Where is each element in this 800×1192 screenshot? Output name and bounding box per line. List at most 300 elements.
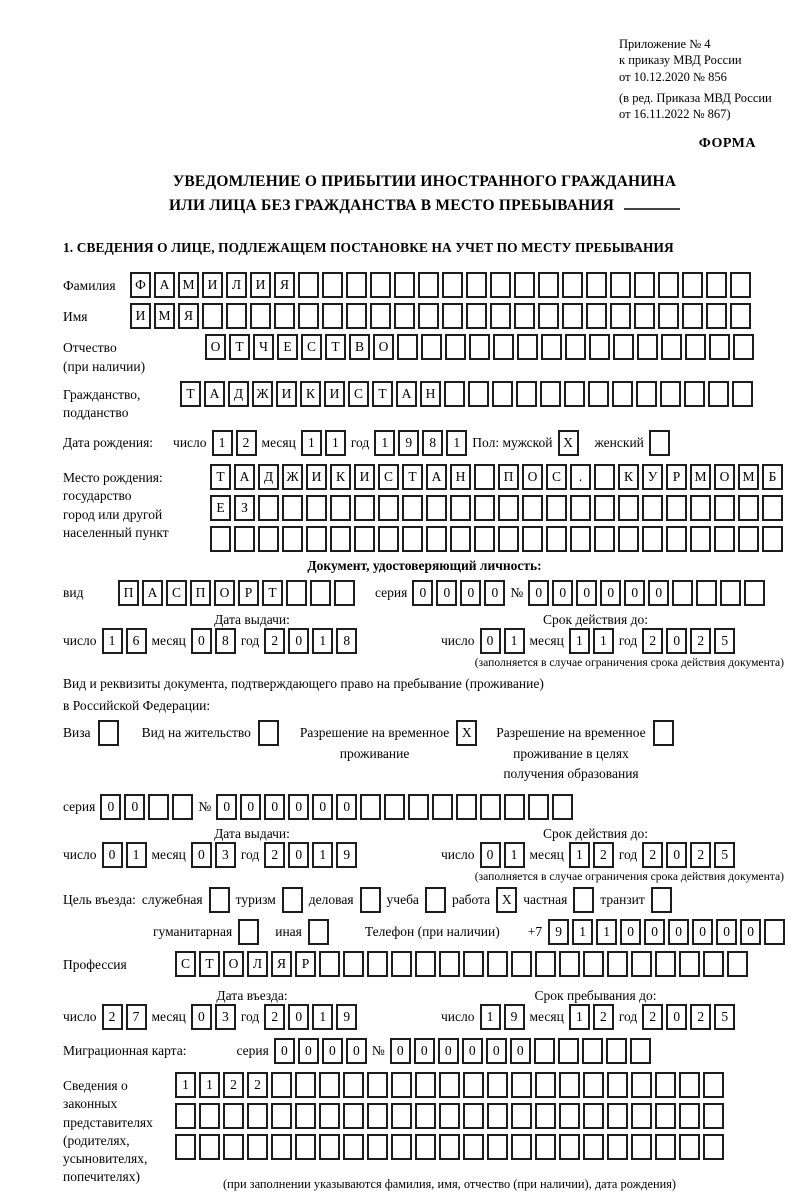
char-box[interactable] [514,272,535,298]
char-box[interactable]: А [426,464,447,490]
char-box[interactable] [690,495,711,521]
char-box[interactable]: 0 [644,919,665,945]
char-box[interactable]: 1 [596,919,617,945]
char-box[interactable]: 0 [216,794,237,820]
char-box[interactable]: 3 [215,842,236,868]
char-box[interactable] [234,526,255,552]
char-box[interactable]: 2 [223,1072,244,1098]
char-box[interactable]: К [330,464,351,490]
char-box[interactable]: П [498,464,519,490]
char-box[interactable]: 1 [175,1072,196,1098]
char-box[interactable] [258,495,279,521]
char-box[interactable] [354,526,375,552]
char-box[interactable] [607,1134,628,1160]
char-box[interactable] [330,495,351,521]
char-box[interactable]: О [714,464,735,490]
char-box[interactable] [487,1072,508,1098]
char-box[interactable] [514,303,535,329]
char-box[interactable] [354,495,375,521]
char-box[interactable] [384,794,405,820]
char-box[interactable] [684,381,705,407]
char-box[interactable]: 0 [462,1038,483,1064]
char-box[interactable] [490,272,511,298]
char-box[interactable]: 1 [374,430,395,456]
char-box[interactable] [546,495,567,521]
char-box[interactable]: Ж [282,464,303,490]
char-box[interactable] [685,334,706,360]
char-box[interactable] [474,464,495,490]
char-box[interactable] [589,334,610,360]
char-box[interactable] [310,580,331,606]
char-box[interactable]: Л [226,272,247,298]
char-box[interactable]: 0 [414,1038,435,1064]
char-box[interactable] [175,1103,196,1129]
char-box[interactable] [474,495,495,521]
char-box[interactable]: 0 [288,794,309,820]
char-box[interactable]: X [456,720,477,746]
char-box[interactable] [319,951,340,977]
char-box[interactable] [586,303,607,329]
char-box[interactable] [708,381,729,407]
char-box[interactable] [306,526,327,552]
char-box[interactable] [583,1072,604,1098]
char-box[interactable] [730,303,751,329]
char-box[interactable] [564,381,585,407]
char-box[interactable]: Т [199,951,220,977]
char-box[interactable] [738,495,759,521]
char-box[interactable]: 0 [288,842,309,868]
char-box[interactable] [511,951,532,977]
char-box[interactable]: О [205,334,226,360]
char-box[interactable] [666,495,687,521]
char-box[interactable]: 2 [593,842,614,868]
char-box[interactable] [498,495,519,521]
char-box[interactable]: В [349,334,370,360]
char-box[interactable] [696,580,717,606]
char-box[interactable] [439,1134,460,1160]
char-box[interactable] [573,887,594,913]
char-box[interactable]: X [558,430,579,456]
char-box[interactable] [308,919,329,945]
char-box[interactable]: И [130,303,151,329]
char-box[interactable] [582,1038,603,1064]
char-box[interactable] [463,1072,484,1098]
char-box[interactable] [421,334,442,360]
char-box[interactable] [210,526,231,552]
char-box[interactable] [370,272,391,298]
char-box[interactable] [658,303,679,329]
char-box[interactable] [714,526,735,552]
char-box[interactable]: А [142,580,163,606]
char-box[interactable] [298,303,319,329]
char-box[interactable]: О [373,334,394,360]
char-box[interactable]: 3 [215,1004,236,1030]
char-box[interactable] [271,1072,292,1098]
char-box[interactable] [642,495,663,521]
char-box[interactable] [415,951,436,977]
char-box[interactable]: О [214,580,235,606]
char-box[interactable] [439,1072,460,1098]
char-box[interactable] [594,464,615,490]
char-box[interactable]: М [738,464,759,490]
char-box[interactable] [655,1134,676,1160]
char-box[interactable]: Т [372,381,393,407]
char-box[interactable]: 0 [298,1038,319,1064]
char-box[interactable] [653,720,674,746]
char-box[interactable] [706,303,727,329]
char-box[interactable] [343,1134,364,1160]
char-box[interactable]: 9 [336,1004,357,1030]
char-box[interactable] [258,526,279,552]
char-box[interactable] [247,1134,268,1160]
char-box[interactable]: 0 [346,1038,367,1064]
char-box[interactable] [367,1134,388,1160]
char-box[interactable] [346,303,367,329]
char-box[interactable] [730,272,751,298]
char-box[interactable]: X [496,887,517,913]
char-box[interactable]: И [306,464,327,490]
char-box[interactable]: 0 [528,580,549,606]
char-box[interactable] [209,887,230,913]
char-box[interactable] [469,334,490,360]
char-box[interactable] [634,303,655,329]
char-box[interactable]: 2 [236,430,257,456]
char-box[interactable]: 0 [124,794,145,820]
char-box[interactable] [394,272,415,298]
char-box[interactable] [649,430,670,456]
char-box[interactable] [487,951,508,977]
char-box[interactable] [378,495,399,521]
char-box[interactable] [295,1134,316,1160]
char-box[interactable] [408,794,429,820]
char-box[interactable] [199,1103,220,1129]
char-box[interactable]: 0 [666,842,687,868]
char-box[interactable]: 0 [264,794,285,820]
char-box[interactable] [535,1072,556,1098]
char-box[interactable]: 0 [100,794,121,820]
char-box[interactable] [466,272,487,298]
char-box[interactable] [487,1134,508,1160]
char-box[interactable]: Я [271,951,292,977]
char-box[interactable] [367,1103,388,1129]
char-box[interactable]: 2 [642,628,663,654]
char-box[interactable] [487,1103,508,1129]
char-box[interactable] [559,1072,580,1098]
char-box[interactable]: Ф [130,272,151,298]
char-box[interactable]: 0 [322,1038,343,1064]
char-box[interactable] [703,951,724,977]
char-box[interactable] [655,1103,676,1129]
char-box[interactable] [583,1134,604,1160]
char-box[interactable]: С [348,381,369,407]
char-box[interactable] [516,381,537,407]
char-box[interactable] [370,303,391,329]
char-box[interactable]: 0 [648,580,669,606]
char-box[interactable]: Т [402,464,423,490]
char-box[interactable] [720,580,741,606]
char-box[interactable] [148,794,169,820]
char-box[interactable]: О [522,464,543,490]
char-box[interactable] [552,794,573,820]
char-box[interactable] [706,272,727,298]
char-box[interactable]: 0 [666,628,687,654]
char-box[interactable] [594,526,615,552]
char-box[interactable]: М [690,464,711,490]
char-box[interactable] [493,334,514,360]
char-box[interactable] [439,1103,460,1129]
char-box[interactable] [658,272,679,298]
char-box[interactable]: 0 [288,1004,309,1030]
char-box[interactable]: 2 [264,1004,285,1030]
char-box[interactable] [565,334,586,360]
char-box[interactable] [172,794,193,820]
char-box[interactable]: Н [420,381,441,407]
char-box[interactable] [535,1134,556,1160]
char-box[interactable]: 0 [274,1038,295,1064]
char-box[interactable]: 0 [668,919,689,945]
char-box[interactable]: 8 [422,430,443,456]
char-box[interactable] [610,303,631,329]
char-box[interactable]: Т [229,334,250,360]
char-box[interactable]: И [202,272,223,298]
char-box[interactable]: А [234,464,255,490]
char-box[interactable] [402,495,423,521]
char-box[interactable]: 5 [714,1004,735,1030]
char-box[interactable]: С [166,580,187,606]
char-box[interactable]: Л [247,951,268,977]
char-box[interactable] [322,272,343,298]
char-box[interactable] [690,526,711,552]
char-box[interactable] [613,334,634,360]
char-box[interactable]: Т [325,334,346,360]
char-box[interactable] [764,919,785,945]
char-box[interactable]: Р [666,464,687,490]
char-box[interactable]: И [250,272,271,298]
char-box[interactable]: 1 [312,1004,333,1030]
char-box[interactable]: И [276,381,297,407]
char-box[interactable] [528,794,549,820]
char-box[interactable] [360,887,381,913]
char-box[interactable] [661,334,682,360]
char-box[interactable] [606,1038,627,1064]
char-box[interactable] [456,794,477,820]
char-box[interactable] [330,526,351,552]
char-box[interactable]: И [324,381,345,407]
char-box[interactable] [360,794,381,820]
char-box[interactable]: 2 [690,842,711,868]
char-box[interactable] [415,1134,436,1160]
char-box[interactable] [727,951,748,977]
char-box[interactable] [468,381,489,407]
char-box[interactable]: 0 [438,1038,459,1064]
char-box[interactable]: П [190,580,211,606]
char-box[interactable]: 1 [199,1072,220,1098]
char-box[interactable] [463,1134,484,1160]
char-box[interactable] [282,526,303,552]
char-box[interactable]: Р [238,580,259,606]
char-box[interactable] [610,272,631,298]
char-box[interactable] [660,381,681,407]
char-box[interactable]: С [175,951,196,977]
char-box[interactable]: М [154,303,175,329]
char-box[interactable] [679,1103,700,1129]
char-box[interactable]: С [546,464,567,490]
char-box[interactable]: 1 [312,628,333,654]
char-box[interactable]: О [223,951,244,977]
char-box[interactable]: 0 [624,580,645,606]
char-box[interactable] [295,1072,316,1098]
char-box[interactable] [732,381,753,407]
char-box[interactable] [306,495,327,521]
char-box[interactable] [223,1103,244,1129]
char-box[interactable] [535,951,556,977]
char-box[interactable] [442,303,463,329]
char-box[interactable]: З [234,495,255,521]
char-box[interactable]: 1 [593,628,614,654]
char-box[interactable]: 0 [102,842,123,868]
char-box[interactable]: 0 [716,919,737,945]
char-box[interactable] [631,951,652,977]
char-box[interactable] [426,495,447,521]
char-box[interactable] [343,1072,364,1098]
char-box[interactable]: 5 [714,628,735,654]
char-box[interactable] [607,1103,628,1129]
char-box[interactable] [655,1072,676,1098]
char-box[interactable] [432,794,453,820]
char-box[interactable] [631,1072,652,1098]
char-box[interactable]: А [204,381,225,407]
char-box[interactable] [511,1072,532,1098]
char-box[interactable] [666,526,687,552]
char-box[interactable] [534,1038,555,1064]
char-box[interactable] [612,381,633,407]
char-box[interactable]: 0 [191,628,212,654]
char-box[interactable] [586,272,607,298]
char-box[interactable] [238,919,259,945]
char-box[interactable] [450,495,471,521]
char-box[interactable] [346,272,367,298]
char-box[interactable] [738,526,759,552]
char-box[interactable] [538,272,559,298]
char-box[interactable]: Ч [253,334,274,360]
char-box[interactable]: 6 [126,628,147,654]
char-box[interactable] [394,303,415,329]
char-box[interactable]: Д [258,464,279,490]
char-box[interactable] [607,1072,628,1098]
char-box[interactable] [630,1038,651,1064]
char-box[interactable] [655,951,676,977]
char-box[interactable]: 1 [569,842,590,868]
char-box[interactable] [744,580,765,606]
char-box[interactable] [636,381,657,407]
char-box[interactable]: С [301,334,322,360]
char-box[interactable] [298,272,319,298]
char-box[interactable] [679,951,700,977]
char-box[interactable]: 0 [576,580,597,606]
char-box[interactable] [559,1103,580,1129]
char-box[interactable]: 0 [460,580,481,606]
char-box[interactable]: 0 [480,842,501,868]
char-box[interactable] [247,1103,268,1129]
char-box[interactable]: 0 [552,580,573,606]
char-box[interactable] [679,1134,700,1160]
char-box[interactable] [559,951,580,977]
char-box[interactable] [271,1134,292,1160]
char-box[interactable]: Т [210,464,231,490]
char-box[interactable] [343,1103,364,1129]
char-box[interactable]: Т [180,381,201,407]
char-box[interactable] [367,951,388,977]
char-box[interactable] [295,1103,316,1129]
char-box[interactable] [637,334,658,360]
char-box[interactable] [282,495,303,521]
char-box[interactable] [541,334,562,360]
char-box[interactable]: 0 [486,1038,507,1064]
char-box[interactable]: К [300,381,321,407]
char-box[interactable] [466,303,487,329]
char-box[interactable]: 2 [264,842,285,868]
char-box[interactable]: 1 [126,842,147,868]
char-box[interactable]: С [378,464,399,490]
char-box[interactable]: 0 [288,628,309,654]
char-box[interactable]: 1 [312,842,333,868]
char-box[interactable] [594,495,615,521]
char-box[interactable] [558,1038,579,1064]
char-box[interactable] [415,1103,436,1129]
char-box[interactable]: П [118,580,139,606]
char-box[interactable]: 1 [569,1004,590,1030]
char-box[interactable]: Е [210,495,231,521]
char-box[interactable]: Е [277,334,298,360]
char-box[interactable]: 2 [642,1004,663,1030]
char-box[interactable] [511,1103,532,1129]
char-box[interactable] [474,526,495,552]
char-box[interactable] [504,794,525,820]
char-box[interactable]: Д [228,381,249,407]
char-box[interactable]: 0 [484,580,505,606]
char-box[interactable]: 1 [572,919,593,945]
char-box[interactable] [199,1134,220,1160]
char-box[interactable] [522,526,543,552]
char-box[interactable] [546,526,567,552]
char-box[interactable] [703,1072,724,1098]
char-box[interactable]: 8 [336,628,357,654]
char-box[interactable] [444,381,465,407]
char-box[interactable] [319,1103,340,1129]
char-box[interactable] [418,303,439,329]
char-box[interactable] [391,1072,412,1098]
char-box[interactable]: 0 [480,628,501,654]
char-box[interactable] [492,381,513,407]
char-box[interactable] [250,303,271,329]
char-box[interactable] [450,526,471,552]
char-box[interactable] [562,303,583,329]
char-box[interactable]: 0 [312,794,333,820]
char-box[interactable]: 2 [102,1004,123,1030]
char-box[interactable] [588,381,609,407]
char-box[interactable]: 0 [412,580,433,606]
char-box[interactable] [226,303,247,329]
char-box[interactable] [762,526,783,552]
char-box[interactable] [397,334,418,360]
char-box[interactable] [583,951,604,977]
char-box[interactable] [391,1103,412,1129]
char-box[interactable]: 0 [191,1004,212,1030]
char-box[interactable]: 1 [504,628,525,654]
char-box[interactable] [274,303,295,329]
char-box[interactable] [480,794,501,820]
char-box[interactable]: 0 [600,580,621,606]
